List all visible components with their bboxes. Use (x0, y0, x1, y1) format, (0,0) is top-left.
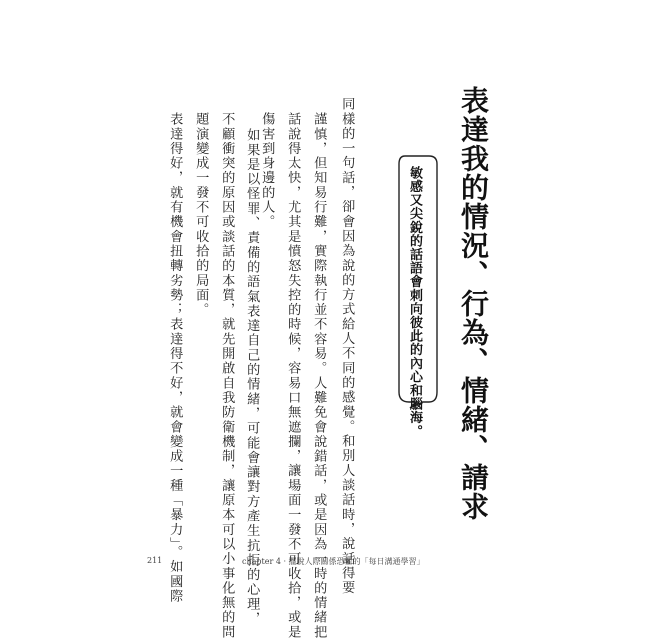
body-column-4: 傷害到身邊的人。 (259, 112, 275, 230)
body-column-3: 話說得太快，尤其是憤怒失控的時候，容易口無遮攔，讓場面一發不可收拾，或是 (285, 112, 301, 639)
callout-text: 敏感又尖銳的話語會刺向彼此的內心和腦海。 (407, 166, 422, 438)
body-column-8: 表達得好，就有機會扭轉劣勢；表達得不好，就會變成一種「暴力」。如國際 (167, 112, 183, 604)
body-column-6: 不顧衝突的原因或談話的本質，就先開啟自我防衛機制，讓原本可以小事化無的問 (219, 112, 235, 639)
section-title: 表達我的情況、行為、情緒、請求 (457, 86, 490, 521)
body-column-2: 謹慎，但知易行難，實際執行並不容易。人難免會說錯話，或是因為一時的情緒把 (311, 112, 327, 639)
page-number: 211 (147, 556, 163, 565)
callout-bubble (395, 152, 442, 438)
chapter-running-footer: chapter 4 · 擺脫人際關係恐懼的「每日溝通學習」 (242, 557, 425, 566)
body-column-7: 題演變成一發不可收拾的局面。 (193, 112, 209, 318)
body-column-5: 如果是以怪罪、責備的語氣表達自己的情緒，可能會讓對方產生抗拒的心理， (244, 128, 260, 627)
body-column-1: 同樣的一句話，卻會因為說的方式給人不同的感覺。和別人談話時，說話得要 (339, 97, 355, 596)
